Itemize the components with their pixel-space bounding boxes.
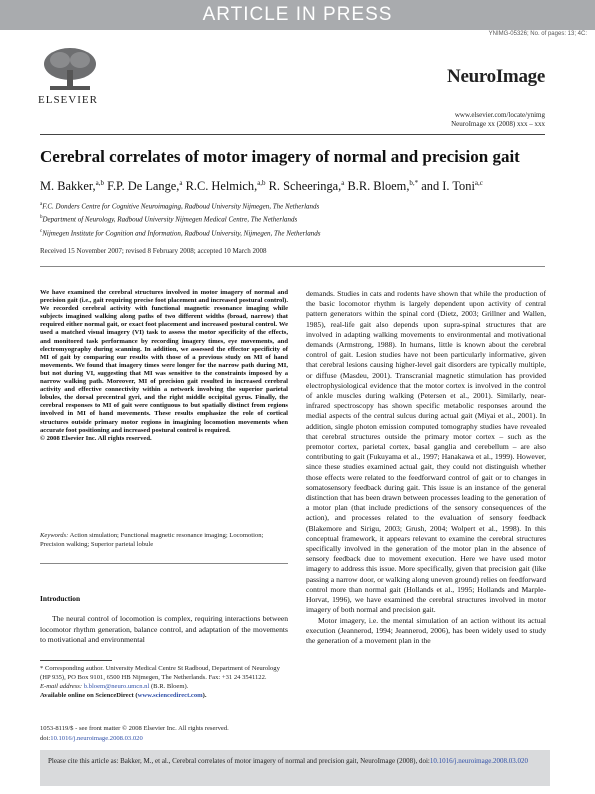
citation-doi-link[interactable]: 10.1016/j.neuroimage.2008.03.020 — [429, 757, 529, 765]
keywords-divider — [40, 563, 288, 564]
email-label: E-mail address: — [40, 683, 83, 690]
citation-text — [48, 756, 543, 767]
keywords-label: Keywords: — [40, 532, 69, 539]
affiliation-c: $^c$Nijmegen Institute for Cognition and Information, Radboud University, Nijmegen, The Netherlands — [40, 228, 321, 237]
journal-website — [451, 111, 545, 129]
abstract-text: We have examined the cerebral structures involved in motor imagery of normal and precision gait (i.e., gait requiring precise foot placement and increased postural control). We recorded cerebral activity with functional magnetic resonance imaging while subjects imagined walking along paths of two different widths (broad, narrow) that required either normal gait, or exact foot placement and increased postural control. We used a matched visual imagery (VI) task to assess the motor specificity of the effects, and monitored task performance by recording imagery times, eye movements, and electromyography during scanning. In addition, we assessed the effector specificity of MI of gait by comparing our results with those of a previous study on MI of hand movements. We found that imagery times were longer for the narrow path during MI, but not during VI, suggesting that MI was sensitive to the constraints imposed by a narrow walking path. Moreover, MI of precision gait resulted in increased cerebral activity and effective connectivity within a network involving the superior parietal lobules, the dorsal precentral gyri, and the right middle occipital gyrus. Finally, the cerebral responses to MI of gait were contiguous to but spatially distinct from regions involved in MI of hand movements. These results emphasize the role of cortical structures outside primary motor regions in imagining locomotion movements when accurate foot positioning and increased postural control is required. — [40, 289, 288, 434]
sciencedirect-note — [40, 691, 288, 700]
section-heading-introduction: Introduction — [40, 594, 81, 603]
doi-line — [40, 734, 288, 744]
received-dates: Received 15 November 2007; revised 8 February 2008; accepted 10 March 2008 — [40, 247, 267, 255]
abstract-top-divider — [40, 266, 545, 267]
keywords-list: Action simulation; Functional magnetic resonance imaging; Locomotion; Precision walking; Superior parietal lobule — [40, 532, 264, 548]
journal-url[interactable]: www.elsevier.com/locate/ynimg — [454, 111, 545, 119]
issn-line: 1053-8119/$ - see front matter © 2008 Elsevier Inc. All rights reserved. — [40, 725, 229, 732]
footnotes — [40, 664, 288, 700]
citation-sentence: Please cite this article as: Bakker, M., et al., Cerebral correlates of motor imagery of normal and precision gait, NeuroImage (2008), doi: — [48, 757, 430, 765]
article-title: Cerebral correlates of motor imagery of normal and precision gait — [40, 147, 520, 166]
manuscript-info: YNIMG-05326; No. of pages: 13; 4C: — [488, 31, 587, 37]
right-column-paragraph-2: Motor imagery, i.e. the mental simulation of an action without its actual execution (Jeannerod, 1994; Jeannerod, 2006), has been widely used to study the generation of a movement plan in the — [306, 615, 546, 645]
footnote-divider — [40, 660, 112, 661]
email-link[interactable]: b.bloem@neuro.umcn.nl — [83, 683, 150, 690]
article-in-press-banner — [0, 0, 595, 30]
corresponding-author-note: * Corresponding author. University Medical Centre St Radboud, Department of Neurology (HP 935), PO Box 9101, 6500 HB Nijmegen, The Netherlands. Fax: +31 24 3541122. — [40, 665, 280, 681]
email-owner: (B.R. Bloem). — [150, 683, 189, 690]
banner-title: ARTICLE IN PRESS — [202, 4, 393, 25]
abstract — [40, 289, 288, 443]
right-column-body — [306, 289, 546, 646]
affiliation-a: $^a$F.C. Donders Centre for Cognitive Neuroimaging, Radboud University Nijmegen, The Netherlands — [40, 202, 320, 211]
elsevier-tree-logo-icon — [40, 46, 100, 94]
issn-doi-block — [40, 724, 288, 743]
doi-link[interactable]: 10.1016/j.neuroimage.2008.03.020 — [50, 734, 143, 742]
copyright-notice: © 2008 Elsevier Inc. All rights reserved. — [40, 434, 152, 442]
header-divider — [40, 134, 545, 135]
online-end: ). — [202, 692, 207, 699]
doi-prefix: doi: — [40, 734, 51, 742]
citation-box — [40, 750, 550, 786]
author-list: M. Bakker,$^{a,b}$ F.P. De Lange,$^a$ R.C. Helmich,$^{a,b}$ R. Scheeringa,$^a$ B.R. Bloem,$^{b,*}$ and I. Toni$^{a,c}$ — [40, 179, 483, 194]
sciencedirect-link[interactable]: www.sciencedirect.com — [137, 692, 203, 699]
journal-volume-info: NeuroImage xx (2008) xxx – xxx — [451, 120, 545, 128]
introduction-paragraph: The neural control of locomotion is complex, requiring interactions between locomotor rhythm generation, balance control, and adaptation of the movements to motivational and environmental — [40, 614, 288, 645]
affiliations — [40, 199, 320, 239]
right-column-paragraph-1: demands. Studies in cats and rodents have shown that while the production of the basic locomotor rhythm is largely dependent upon activity of central pattern generators within the spinal cord (Dietz, 2003; Grillner and Wallen, 1985), real-life gait also depends upon supra-spinal structures that are involved in adapting walking movements to environmental and motivational demands (Armstrong, 1988). In humans, little is known about the cerebral control of gait. Lesion studies have not been particularly informative, given that cerebral lesions causing higher-level gait disorders are typically multiple, or diffuse (Masdeu, 2001). Transcranial magnetic stimulation has provided electrophysiological evidence that the motor cortex is involved in the control of ankle muscles during walking (Petersen et al., 2001). Similarly, near-infrared spectroscopy has shown specific metabolic responses around the medial aspects of the central sulcus during actual gait (Miyai et al., 2001). In addition, single photon emission computed tomography studies have revealed that cerebral structures outside the primary motor cortex – such as the premotor cortex, parietal cortex, basal ganglia and cerebellum – are also contributing to gait (Fukuyama et al., 1997; Hanakawa et al., 1999). However, since these studies examined actual gait, they could not distinguish whether those effects were related to the feedforward control of gait or to changes in somatosensory feedback during gait. This issue is an instance of the general distinction that has been drawn between processes leading to the generation of a motor plan (that include predictions of the sensory consequences of the action), and processes related to the evaluation of sensory feedback (Blakemore and Sirigu, 2003; Grush, 2004; Wolpert et al., 1998). In this conceptual framework, it appears relevant to examine the cerebral structures specifically involved in the generation of the motor plan in the absence of sensory feedback due to movement execution. Here we have used motor imagery to address this issue. More specifically, given that precision gait (like passing a narrow door, or walking along uneven ground) relies on feedforward control more than normal gait (Hollands et al., 1995; Hollands and Marple-Horvat, 1996), we have examined the cerebral structures involved in motor imagery of both normal and precision gait. — [306, 289, 546, 615]
publisher-name: ELSEVIER — [38, 94, 98, 106]
email-note — [40, 682, 288, 691]
keywords — [40, 531, 288, 549]
online-label: Available online on ScienceDirect ( — [40, 692, 138, 699]
affiliation-b: $^b$Department of Neurology, Radboud University Nijmegen Medical Centre, The Netherlands — [40, 215, 298, 224]
journal-logo: NeuroImage — [447, 66, 545, 87]
